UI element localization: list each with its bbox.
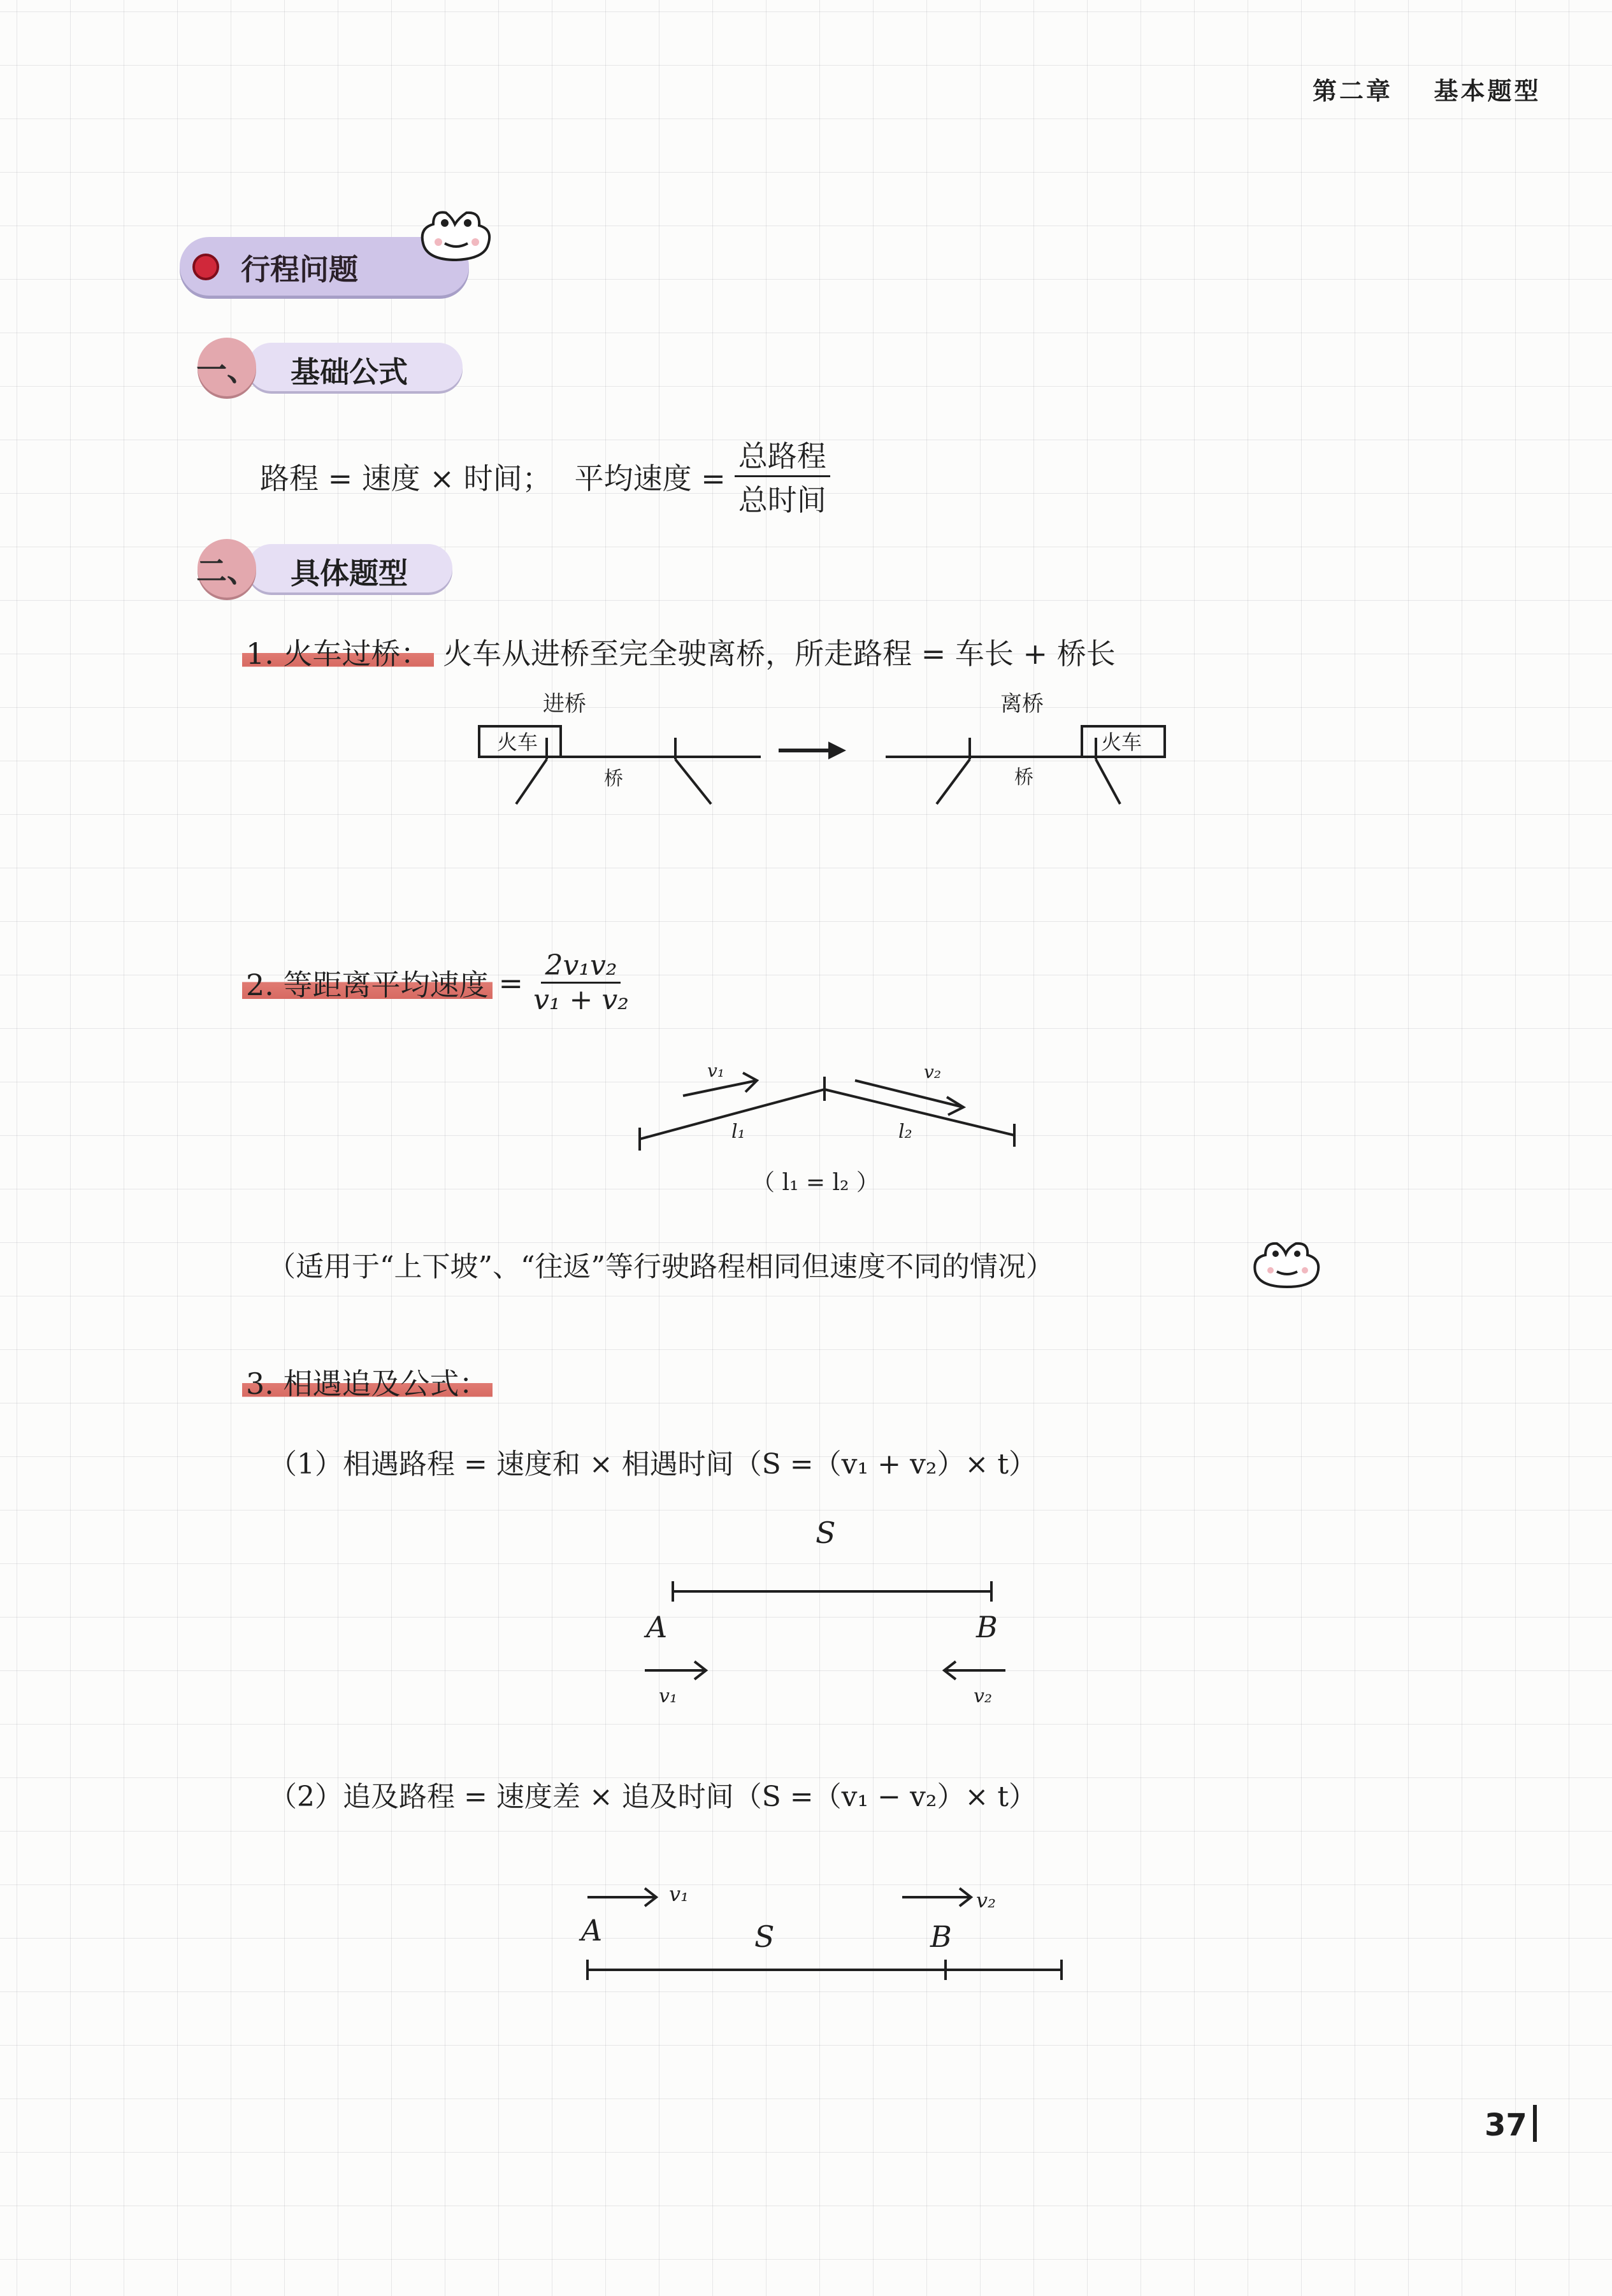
formula-average: 平均速度 = bbox=[574, 461, 726, 496]
page-number: 37 bbox=[1485, 2107, 1527, 2143]
chase-v2-label: v₂ bbox=[976, 1888, 996, 1912]
frog-doodle-icon bbox=[414, 204, 497, 268]
l2-label: l₂ bbox=[898, 1121, 912, 1143]
point-a-label: A bbox=[646, 1610, 668, 1644]
section-type-label: 基本题型 bbox=[1434, 76, 1541, 105]
average-speed-fraction bbox=[735, 433, 830, 519]
fraction-denominator: 总时间 bbox=[738, 483, 826, 517]
chapter-label: 第二章 bbox=[1313, 76, 1393, 105]
average-speed-formula bbox=[529, 949, 633, 1016]
meeting-v2-label: v₂ bbox=[974, 1685, 992, 1707]
chase-v1-label: v₁ bbox=[669, 1882, 689, 1906]
meet-chase-line bbox=[242, 1361, 493, 1403]
small-frog-icon bbox=[1249, 1236, 1325, 1293]
formula-numerator: 2v₁v₂ bbox=[541, 949, 621, 984]
leave-bridge-label: 离桥 bbox=[1000, 691, 1044, 717]
meet-chase-title: 3. 相遇追及公式： bbox=[242, 1367, 493, 1401]
basic-formula bbox=[260, 433, 830, 519]
section2-heading: 具体题型 bbox=[291, 556, 408, 591]
fraction-numerator: 总路程 bbox=[735, 433, 830, 477]
bridge-pier-left-a bbox=[516, 759, 547, 804]
meeting-distance-label: S bbox=[816, 1516, 836, 1550]
chasing-diagram bbox=[573, 1867, 1070, 1994]
section2-number: 二、 bbox=[198, 539, 256, 598]
enter-bridge-label: 进桥 bbox=[543, 691, 586, 717]
chase-point-a-label: A bbox=[581, 1913, 603, 1948]
equal-distance-line bbox=[242, 949, 633, 1016]
train-label-right: 火车 bbox=[1101, 730, 1142, 754]
v2-label: v₂ bbox=[924, 1061, 942, 1082]
formula-distance: 路程 = 速度 × 时间； bbox=[260, 461, 552, 496]
section1-heading: 基础公式 bbox=[291, 355, 408, 389]
train-bridge-desc: 火车从进桥至完全驶离桥，所走路程 = 车长 + 桥长 bbox=[443, 636, 1116, 671]
train-label-left: 火车 bbox=[497, 730, 538, 754]
meeting-diagram bbox=[624, 1510, 1032, 1714]
meeting-v1-label: v₁ bbox=[659, 1685, 677, 1707]
train-bridge-title: 1. 火车过桥： bbox=[242, 636, 434, 671]
bridge-pier-right-a bbox=[937, 759, 970, 804]
equals-sign: = bbox=[498, 965, 524, 1000]
bridge-pier-left-b bbox=[675, 759, 711, 804]
bridge-pier-right-b bbox=[1096, 759, 1120, 804]
equal-length-caption: （ l₁ = l₂ ） bbox=[752, 1170, 879, 1196]
chase-distance-label: S bbox=[754, 1919, 775, 1954]
train-bridge-diagram bbox=[465, 682, 1191, 822]
meeting-formula: （1）相遇路程 = 速度和 × 相遇时间（S =（v₁ + v₂）× t） bbox=[269, 1448, 1037, 1481]
train-bridge-line bbox=[242, 631, 1116, 673]
page-title: 行程问题 bbox=[241, 252, 358, 287]
formula-denominator: v₁ + v₂ bbox=[533, 984, 629, 1016]
bullet-dot-icon bbox=[192, 254, 219, 280]
chasing-formula: （2）追及路程 = 速度差 × 追及时间（S =（v₁ − v₂）× t） bbox=[269, 1781, 1037, 1813]
l1-label: l₁ bbox=[731, 1121, 745, 1143]
chapter-header bbox=[1313, 71, 1541, 106]
chase-point-b-label: B bbox=[930, 1919, 952, 1954]
point-b-label: B bbox=[976, 1610, 998, 1644]
applicability-note: （适用于“上下坡”、“往返”等行驶路程相同但速度不同的情况） bbox=[268, 1251, 1054, 1283]
equal-distance-title: 2. 等距离平均速度 bbox=[242, 962, 493, 1004]
slope-diagram bbox=[624, 1045, 1032, 1198]
bridge-label-right: 桥 bbox=[1014, 766, 1033, 789]
section1-number: 一、 bbox=[198, 338, 256, 396]
page-number-bar bbox=[1533, 2105, 1537, 2142]
bridge-label-left: 桥 bbox=[604, 768, 623, 790]
v1-label: v₁ bbox=[707, 1060, 725, 1081]
